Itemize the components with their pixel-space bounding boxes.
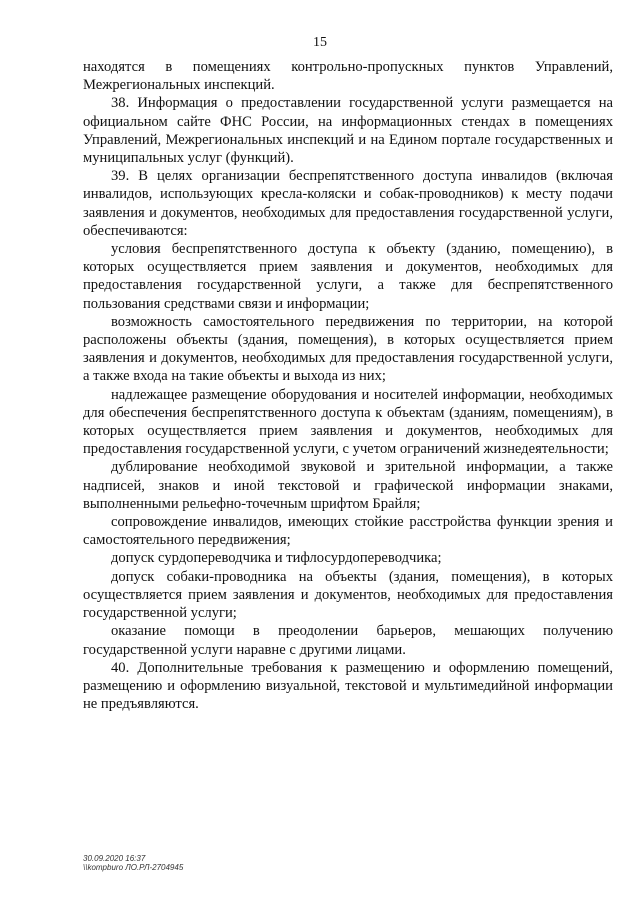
document-body [83,58,613,713]
footer-timestamp: 30.09.2020 16:37 [83,854,146,863]
list-item-barrier-assistance: оказание помощи в преодолении барьеров, мешающих получению государственной услуги наравне с другими лицами. [83,623,613,658]
document-footer [83,854,183,872]
paragraph-40: 40. Дополнительные требования к размещению и оформлению помещений, размещению и оформлению визуальной, текстовой и мультимедийной информации не предъявляются. [83,659,613,713]
paragraph-continuation: находятся в помещениях контрольно-пропускных пунктов Управлений, Межрегиональных инспекций. [83,59,613,94]
footer-document-id: \\kompburo ЛО.РЛ-2704945 [83,863,184,872]
list-item-sign-interpreter: допуск сурдопереводчика и тифлосурдопереводчика; [111,550,442,567]
list-item-movement: возможность самостоятельного передвижения по территории, на которой расположены объекты (здания, помещения), в которых осуществляется прием заявления и документов, необходимых для предоставления государственной услуги, а также входа на такие объекты и выхода из них; [83,313,613,385]
list-item-guide-dog: допуск собаки-проводника на объекты (здания, помещения), в которых осуществляется прием заявления и документов, необходимых для предоставления государственной услуги; [83,568,613,622]
list-item-information-duplication: дублирование необходимой звуковой и зрительной информации, а также надписей, знаков и иной текстовой и графической информации знаками, выполненными рельефно-точечным шрифтом Брайля; [83,459,613,512]
list-item-escort: сопровождение инвалидов, имеющих стойкие расстройства функции зрения и самостоятельного передвижения; [83,514,613,549]
page-number: 15 [313,35,327,50]
list-item-access-conditions: условия беспрепятственного доступа к объекту (зданию, помещению), в которых осуществляется прием заявления и документов, необходимых для предоставления государственной услуги, а также для беспрепятственного пользования средствами связи и информации; [83,241,613,312]
paragraph-39: 39. В целях организации беспрепятственного доступа инвалидов (включая инвалидов, использующих кресла-коляски и собак-проводников) к месту подачи заявления и документов, необходимых для предоставления государственной услуги, обеспечиваются: [83,168,613,239]
paragraph-38: 38. Информация о предоставлении государственной услуги размещается на официальном сайте ФНС России, на информационных стендах в помещениях Управлений, Межрегиональных инспекций и на Едином портале государственных и муниципальных услуг (функций). [83,95,613,167]
list-item-equipment-placement: надлежащее размещение оборудования и носителей информации, необходимых для обеспечения беспрепятственного доступа к объектам (зданиям, помещениям), в которых осуществляется прием заявления и документов, необходимых для предоставления государственной услуги, с учетом ограничений жизнедеятельности; [83,386,613,458]
